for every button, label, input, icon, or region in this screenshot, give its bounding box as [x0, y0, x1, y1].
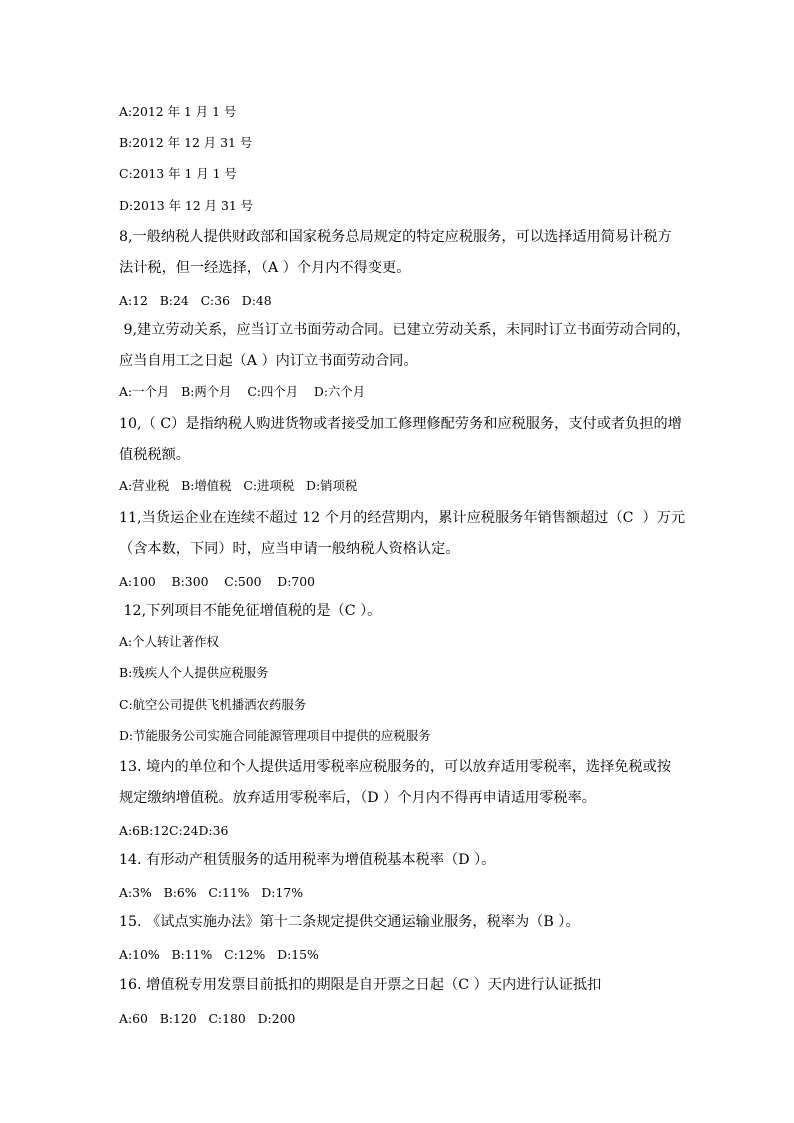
options-11: A:100 B:300 C:500 D:700 — [119, 574, 316, 589]
question-9-line-1: 9,建立劳动关系，应当订立书面劳动合同。已建立劳动关系，未同时订立书面劳动合同的， — [119, 322, 691, 338]
question-14: 14. 有形动产租赁服务的适用税率为增值税基本税率（D ）。 — [119, 852, 496, 868]
question-8-line-1: 8,一般纳税人提供财政部和国家税务总局规定的特定应税服务，可以选择适用简易计税方 — [119, 229, 672, 245]
options-14: A:3% B:6% C:11% D:17% — [119, 885, 304, 900]
option-12-d: D:节能服务公司实施合同能源管理项目中提供的应税服务 — [119, 728, 431, 743]
question-11-line-2: （含本数，下同）时，应当申请一般纳税人资格认定。 — [119, 541, 460, 557]
option-line-7: B:2012 年 12 月 31 号 — [119, 135, 253, 150]
options-10: A:营业税 B:增值税 C:进项税 D:销项税 — [119, 478, 358, 493]
options-9: A:一个月 B:两个月 C:四个月 D:六个月 — [119, 384, 366, 399]
question-16: 16. 增值税专用发票目前抵扣的期限是自开票之日起（C ）天内进行认证抵扣 — [119, 977, 602, 993]
question-9-line-2: 应当自用工之日起（A ）内订立书面劳动合同。 — [119, 353, 418, 369]
question-8-line-2: 法计税，但一经选择，（A ）个月内不得变更。 — [119, 260, 411, 276]
question-11-line-1: 11,当货运企业在连续不超过 12 个月的经营期内，累计应税服务年销售额超过（C ）万元 — [119, 510, 686, 526]
options-13: A:6B:12C:24D:36 — [119, 823, 229, 838]
question-13-line-1: 13. 境内的单位和个人提供适用零税率应税服务的，可以放弃适用零税率，选择免税或按 — [119, 759, 672, 775]
option-line-7: C:2013 年 1 月 1 号 — [119, 166, 237, 181]
question-15: 15. 《试点实施办法》第十二条规定提供交通运输业服务，税率为（B ）。 — [119, 914, 580, 930]
question-13-line-2: 规定缴纳增值税。放弃适用零税率后，（D ）个月内不得再申请适用零税率。 — [119, 790, 596, 806]
option-12-a: A:个人转让著作权 — [119, 634, 219, 649]
option-line-7: A:2012 年 1 月 1 号 — [119, 104, 237, 119]
question-10-line-2: 值税税额。 — [119, 447, 190, 463]
options-16: A:60 B:120 C:180 D:200 — [119, 1011, 296, 1026]
option-line-7: D:2013 年 12 月 31 号 — [119, 198, 254, 213]
option-12-c: C:航空公司提供飞机播洒农药服务 — [119, 697, 307, 712]
options-15: A:10% B:11% C:12% D:15% — [119, 947, 319, 962]
question-10-line-1: 10,（ C）是指纳税人购进货物或者接受加工修理修配劳务和应税服务，支付或者负担的增 — [119, 416, 682, 432]
option-12-b: B:残疾人个人提供应税服务 — [119, 665, 269, 680]
question-12: 12,下列项目不能免征增值税的是（C ）。 — [119, 603, 382, 619]
options-8: A:12 B:24 C:36 D:48 — [119, 293, 272, 308]
